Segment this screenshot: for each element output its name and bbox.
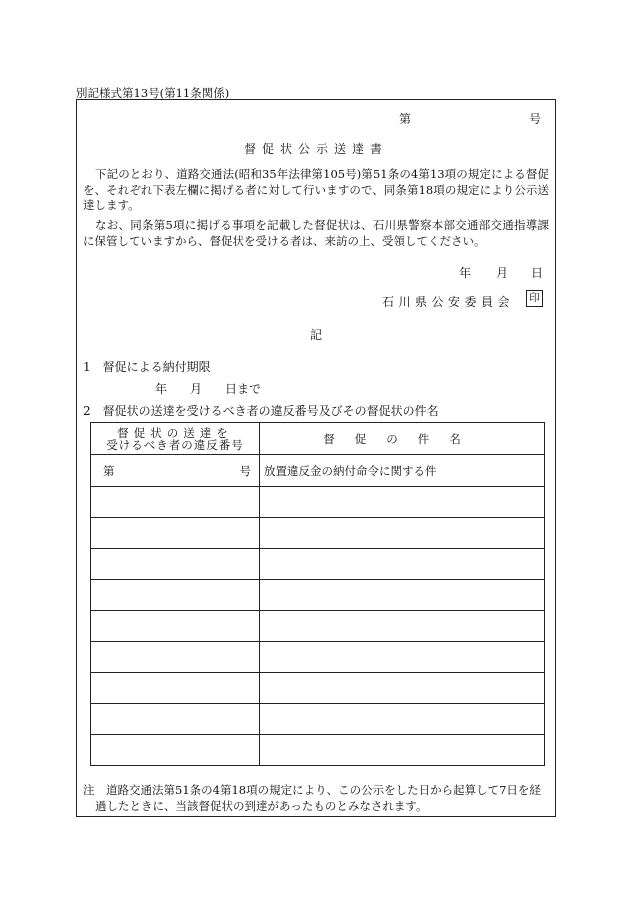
seal-mark: 印	[526, 290, 543, 307]
table-header-case-name: 督促の件名	[260, 423, 545, 455]
footnote: 注 道路交通法第51条の4第18項の規定により、この公示をした日から起算して7日を経過したときに、当該督促状の到達があったものとみなされます。	[83, 783, 541, 813]
case-name-cell	[260, 611, 545, 642]
table-row	[91, 673, 545, 704]
table-row	[91, 735, 545, 766]
violation-number-cell	[91, 642, 260, 673]
table-row	[91, 487, 545, 518]
ki-heading: 記	[309, 328, 322, 342]
paragraph-note: なお、同条第5項に掲げる事項を記載した督促状は、石川県警察本部交通部交通指導課に保管していますから、督促状を受ける者は、来訪の上、受領してください。	[83, 218, 549, 248]
table-row	[91, 518, 545, 549]
issuer-name: 石川県公安委員会	[382, 295, 515, 309]
table-row	[91, 611, 545, 642]
case-name-cell	[260, 642, 545, 673]
violation-number-cell	[91, 487, 260, 518]
case-name-cell: 放置違反金の納付命令に関する件	[260, 455, 545, 487]
case-name-cell	[260, 673, 545, 704]
table-row	[91, 704, 545, 735]
header-left-line-1: 督促状の送達を	[117, 425, 233, 440]
case-name-cell	[260, 735, 545, 766]
item-2-table-heading: 2 督促状の送達を受けるべき者の違反番号及びその督促状の件名	[83, 404, 439, 418]
date-year: 年	[459, 266, 472, 280]
date-month: 月	[496, 266, 509, 280]
violation-number-cell	[91, 673, 260, 704]
deadline-day: 日まで	[225, 382, 262, 396]
violation-number-suffix: 号	[239, 464, 251, 478]
document-title: 督促状公示送達書	[243, 142, 388, 156]
violation-number-cell	[91, 611, 260, 642]
violation-number-prefix: 第	[103, 464, 115, 478]
item-1-deadline-heading: 1 督促による納付期限	[83, 360, 211, 374]
case-name-cell	[260, 549, 545, 580]
paragraph-main: 下記のとおり、道路交通法(昭和35年法律第105号)第51条の4第13項の規定による督促を、それぞれ下表左欄に掲げる者に対して行いますので、同条第18項の規定により公示送達します。	[83, 167, 549, 212]
violation-number-cell	[91, 518, 260, 549]
table-row	[91, 580, 545, 611]
document-frame	[76, 99, 556, 817]
deadline-year: 年	[155, 382, 168, 396]
violation-number-cell	[91, 549, 260, 580]
deadline-month: 月	[190, 382, 203, 396]
date-day: 日	[531, 266, 544, 280]
document-number-suffix: 号	[529, 112, 542, 126]
case-name-cell	[260, 487, 545, 518]
violation-number-cell	[91, 704, 260, 735]
table-header-violation-number	[91, 423, 260, 455]
violation-number-cell	[91, 455, 260, 487]
form-label: 別記様式第13号(第11条関係)	[76, 86, 230, 100]
document-number-prefix: 第	[399, 112, 412, 126]
table-row	[91, 642, 545, 673]
violation-number-cell	[91, 580, 260, 611]
table-row	[91, 455, 545, 487]
case-name-cell	[260, 580, 545, 611]
header-left-line-2: 受けるべき者の違反番号	[106, 437, 244, 452]
violation-number-cell	[91, 735, 260, 766]
case-name-cell	[260, 518, 545, 549]
case-name-cell	[260, 704, 545, 735]
table-row	[91, 549, 545, 580]
violation-table	[90, 422, 545, 766]
